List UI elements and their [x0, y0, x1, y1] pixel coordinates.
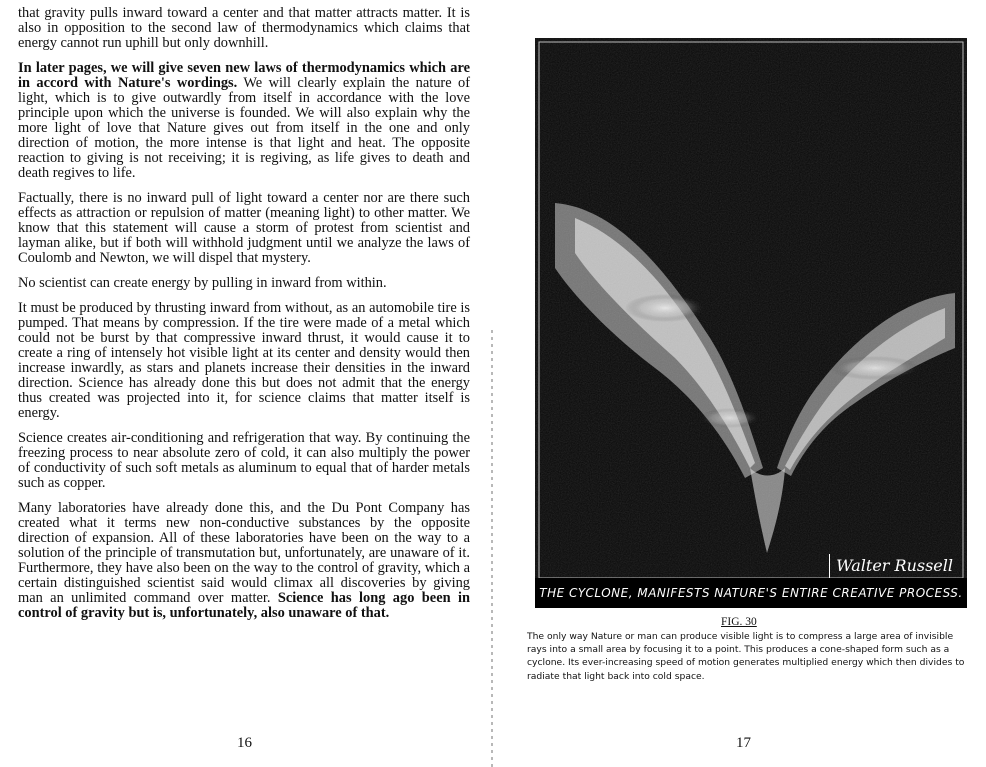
paragraph-6: Science creates air-conditioning and refrigeration that way. By continuing the freezing process to near absolute zero of cold, it can also multiply the power of conductivity of such soft metals as aluminum to equal that of harder metals such as copper.: [18, 430, 470, 491]
cyclone-figure: [535, 38, 967, 608]
left-page-text: [18, 6, 470, 631]
page-number-left: 16: [237, 735, 252, 751]
figure-banner: THE CYCLONE, MANIFESTS NATURE'S ENTIRE CREATIVE PROCESS.: [535, 578, 967, 608]
artist-signature: Walter Russell: [829, 554, 953, 578]
right-page: [493, 0, 986, 767]
figure-caption: The only way Nature or man can produce visible light is to compress a large area of invisible rays into a small area by focusing it to a point. This produces a cone-shaped form such as a cyclone. Its ever-increasing speed of motion generates multiplied energy which then divides to radiate that light back into cold space.: [527, 631, 965, 682]
paragraph-7: Many laboratories have already done this, and the Du Pont Company has created what it terms new non-conductive substances by the opposite direction of expansion. All of these laboratories have been on the way to a solution of the principle of transmutation but, unfortunately, are unaware of it. Furthermore, they have also been on the way to the control of gravity, which a certain distinguished scientist said would climax all discoveries by giving man an unlimited command over matter. Science has long ago been in control of gravity but is, unfortunately, also unaware of that.: [18, 500, 470, 621]
page-number-right: 17: [736, 735, 751, 751]
paragraph-2: In later pages, we will give seven new laws of thermodynamics which are in accord with Nature's wordings. We will clearly explain the nature of light, which is to give outwardly from itself in accordance with the love principle upon which the universe is founded. We will also explain why the more light of love that Nature gives out from itself in the one and only direction of motion, the more intense is that light and heat. The opposite reaction to giving is not receiving; it is regiving, as life gives to death and death regives to life.: [18, 60, 470, 181]
figure-label: FIG. 30: [721, 616, 757, 628]
paragraph-5: It must be produced by thrusting inward from without, as an automobile tire is pumped. That means by compression. If the tire were made of a metal which could not be burst by that compressive inward thrust, it would cause it to create a ring of intensely hot visible light at its center and density would then increase inwardly, as stars and planets increase their densities in the inward direction. Science has already done this but does not admit that the energy thus created was projected into it, for science claims that matter itself is energy.: [18, 300, 470, 421]
paragraph-1: that gravity pulls inward toward a center and that matter attracts matter. It is also in opposition to the second law of thermodynamics which claims that energy cannot run uphill but only downhill.: [18, 5, 470, 51]
cyclone-illustration: [535, 38, 967, 608]
paragraph-3: Factually, there is no inward pull of light toward a center nor are there such effects as attraction or repulsion of matter (meaning light) to other matter. We know that this statement will cause a storm of protest from scientist and layman alike, but if both will withhold judgment until we analyze the laws of Coulomb and Newton, we will dispel that mystery.: [18, 190, 470, 266]
paragraph-4: No scientist can create energy by pulling in inward from within.: [18, 275, 387, 291]
